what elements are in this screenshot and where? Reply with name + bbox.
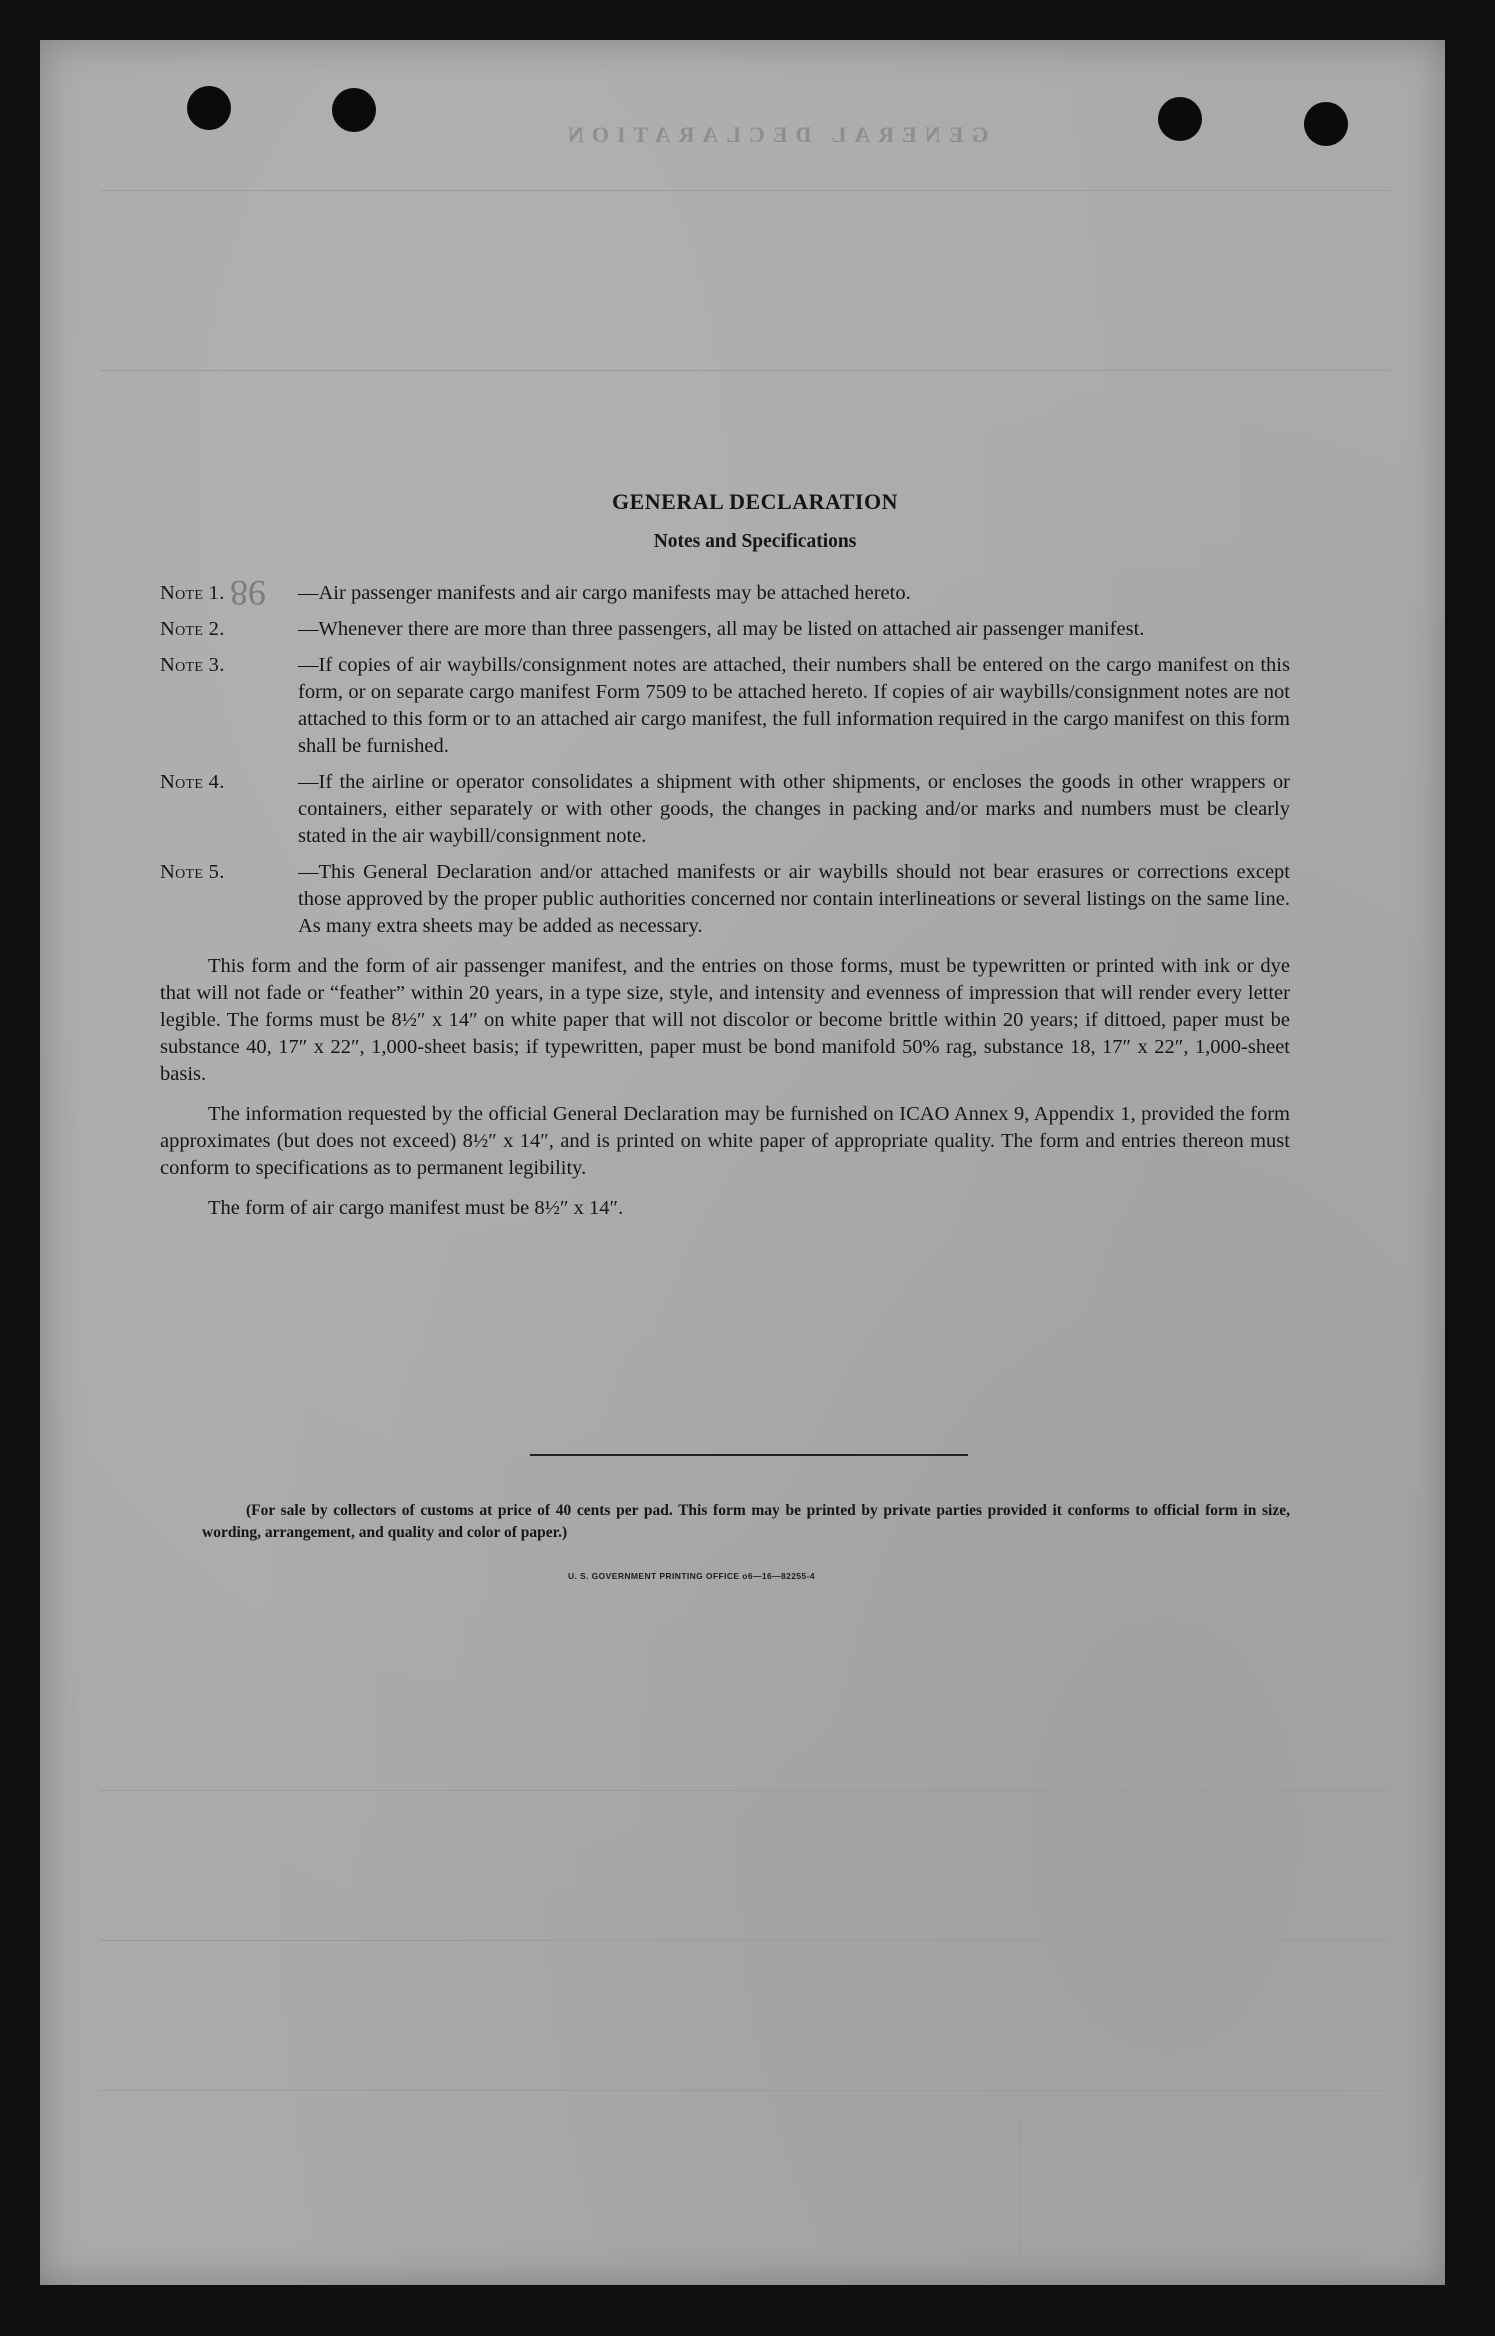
note-5 bbox=[160, 859, 1290, 940]
show-through-line bbox=[100, 370, 1390, 371]
show-through-title: GENERAL DECLARATION bbox=[560, 122, 989, 147]
note-label: Note 4. bbox=[160, 771, 225, 793]
notes-section bbox=[160, 488, 1290, 1222]
show-through-line bbox=[100, 1940, 1390, 1941]
punch-hole-right-2 bbox=[1304, 102, 1348, 146]
cargo-manifest-note: The form of air cargo manifest must be 8½″ x 14″. bbox=[208, 1197, 624, 1219]
note-4 bbox=[160, 769, 1290, 850]
punch-hole-left-2 bbox=[332, 88, 376, 132]
note-1 bbox=[160, 580, 1290, 607]
legibility-paragraph: This form and the form of air passenger manifest, and the entries on those forms, must be typewritten or printed with ink or dye that will not fade or “feather” within 20 years, in a type size, style, and intensity and evenness of impression that will render every letter legible. The forms must be 8½″ x 14″ on white paper that will not discolor or become brittle within 20 years; if dittoed, paper must be substance 40, 17″ x 22″, 1,000-sheet basis; if typewritten, paper must be bond manifold 50% rag, substance 18, 17″ x 22″, 1,000-sheet basis. bbox=[160, 955, 1290, 1085]
note-label: Note 1. bbox=[160, 582, 225, 604]
divider-rule bbox=[530, 1454, 968, 1456]
note-3 bbox=[160, 652, 1290, 760]
show-through-line bbox=[1020, 2120, 1021, 2270]
note-label: Note 3. bbox=[160, 654, 225, 676]
show-through-line bbox=[100, 1790, 1390, 1791]
printer-line: U. S. GOVERNMENT PRINTING OFFICE o6—16—82255-4 bbox=[568, 1571, 816, 1581]
page-subtitle: Notes and Specifications bbox=[653, 531, 857, 552]
icao-paragraph: The information requested by the official General Declaration may be furnished on ICAO Annex 9, Appendix 1, provided the form approximates (but does not exceed) 8½″ x 14″, and is printed on white paper of appropriate quality. The form and entries thereon must conform to specifications as to permanent legibility. bbox=[160, 1103, 1290, 1179]
note-text: —Whenever there are more than three passengers, all may be listed on attached air passenger manifest. bbox=[298, 618, 1145, 640]
note-text: —This General Declaration and/or attached manifests or air waybills should not bear erasures or corrections except those approved by the proper public authorities concerned nor contain interlineations or several listings on the same line. As many extra sheets may be added as necessary. bbox=[298, 861, 1290, 937]
show-through-line bbox=[100, 2090, 1390, 2091]
show-through-line bbox=[100, 190, 1390, 191]
note-2 bbox=[160, 616, 1290, 643]
note-text: —If the airline or operator consolidates a shipment with other shipments, or encloses the goods in other wrappers or containers, either separately or with other goods, the changes in packing and/or marks and numbers must be clearly stated in the air waybill/consignment note. bbox=[298, 771, 1290, 847]
show-through-number: 98 bbox=[230, 573, 266, 613]
punch-hole-left-1 bbox=[187, 86, 231, 130]
page-title: GENERAL DECLARATION bbox=[612, 489, 898, 514]
note-label: Note 2. bbox=[160, 618, 225, 640]
punch-hole-right-1 bbox=[1158, 97, 1202, 141]
sale-note: (For sale by collectors of customs at price of 40 cents per pad. This form may be printed by private parties provided it conforms to official form in size, wording, arrangement, and quality and color of paper.) bbox=[202, 1502, 1290, 1541]
note-text: —If copies of air waybills/consignment notes are attached, their numbers shall be entered on the cargo manifest on this form, or on separate cargo manifest Form 7509 to be attached hereto. If copies of air waybills/consignment notes are not attached to this form or to an attached air cargo manifest, the full information required in the cargo manifest on this form shall be furnished. bbox=[298, 654, 1290, 757]
note-text: —Air passenger manifests and air cargo manifests may be attached hereto. bbox=[298, 582, 911, 604]
note-label: Note 5. bbox=[160, 861, 225, 883]
